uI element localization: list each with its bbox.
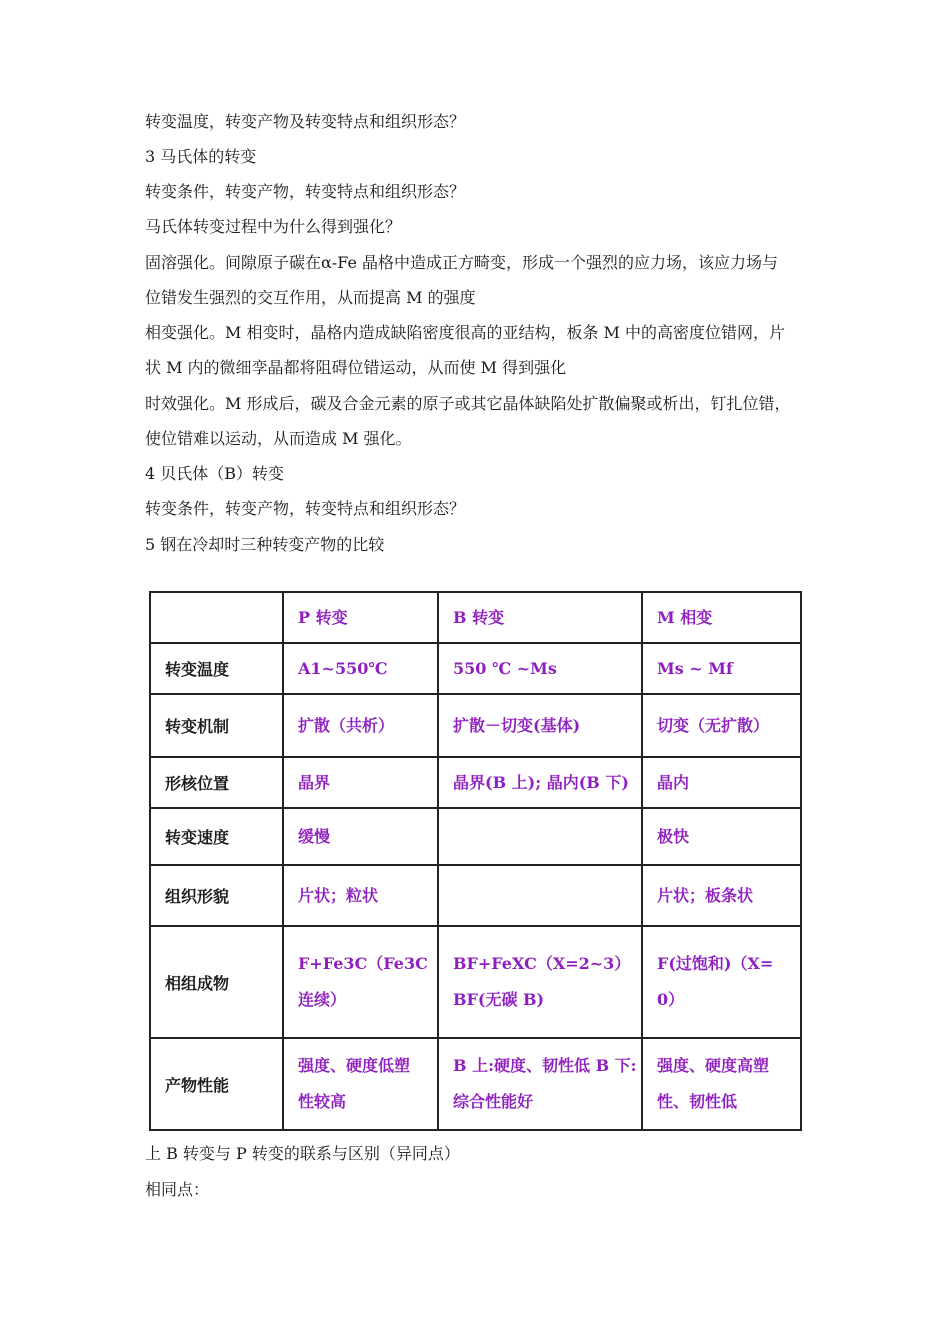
table-cell — [438, 1038, 642, 1130]
text-line: 相变强化。M 相变时，晶格内造成缺陷密度很高的亚结构，板条 M 中的高密度位错网，片 — [145, 323, 786, 342]
cell-line: 连续） — [298, 990, 347, 1009]
table-cell — [642, 1038, 801, 1130]
table-row — [150, 808, 801, 865]
table-cell: Ms ~ Mf — [642, 643, 801, 694]
cell-line: 强度、硬度低塑 — [298, 1056, 411, 1075]
table-cell: A1~550℃ — [283, 643, 438, 694]
table-cell: 晶内 — [642, 757, 801, 808]
cell-line: 0） — [657, 990, 685, 1009]
table-row — [150, 926, 801, 1038]
row-label: 转变机制 — [150, 694, 283, 757]
table-cell — [438, 808, 642, 865]
cell-line: F(过饱和)（X= — [657, 954, 774, 973]
table-cell — [438, 865, 642, 926]
table-row — [150, 865, 801, 926]
cell-line: BF(无碳 B) — [453, 990, 545, 1009]
cell-line: F+Fe3C（Fe3C — [298, 954, 428, 973]
text-line: 相同点： — [145, 1180, 210, 1199]
text-line: 固溶强化。间隙原子碳在α-Fe 晶格中造成正方畸变，形成一个强烈的应力场，该应力场与 — [145, 253, 778, 272]
table-cell: 扩散（共析） — [283, 694, 438, 757]
text-line: 转变温度，转变产物及转变特点和组织形态？ — [145, 112, 466, 131]
row-label: 形核位置 — [150, 757, 283, 808]
header-cell-m: M 相变 — [642, 592, 801, 643]
section-heading-bainite: 4 贝氏体（B）转变 — [145, 464, 285, 483]
text-line: 转变条件，转变产物，转变特点和组织形态？ — [145, 182, 466, 201]
table-row — [150, 694, 801, 757]
table-row — [150, 1038, 801, 1130]
text-line: 转变条件，转变产物，转变特点和组织形态？ — [145, 499, 466, 518]
cell-line: 强度、硬度高塑 — [657, 1056, 770, 1075]
table-row — [150, 757, 801, 808]
cell-line: 综合性能好 — [453, 1092, 534, 1111]
table-cell: 550 ℃ ~Ms — [438, 643, 642, 694]
table-cell: 切变（无扩散） — [642, 694, 801, 757]
cell-line: 性、韧性低 — [657, 1092, 738, 1111]
table-cell: 片状；板条状 — [642, 865, 801, 926]
row-label: 组织形貌 — [150, 865, 283, 926]
table-cell: 缓慢 — [283, 808, 438, 865]
table-cell — [283, 926, 438, 1038]
row-label: 相组成物 — [150, 926, 283, 1038]
section-heading-martensite: 3 马氏体的转变 — [145, 147, 257, 166]
table-cell — [642, 926, 801, 1038]
table-cell: 晶界(B 上); 晶内(B 下) — [438, 757, 642, 808]
table-row — [150, 643, 801, 694]
cell-line: B 上:硬度、韧性低 B 下: — [453, 1056, 637, 1075]
table-cell — [283, 1038, 438, 1130]
table-cell: 扩散－切变(基体) — [438, 694, 642, 757]
cell-line: BF+FeXC（X=2~3） — [453, 954, 631, 973]
comparison-table — [149, 591, 802, 1131]
header-cell-b: B 转变 — [438, 592, 642, 643]
text-line: 位错发生强烈的交互作用，从而提高 M 的强度 — [145, 288, 476, 307]
section-heading-comparison: 5 钢在冷却时三种转变产物的比较 — [145, 535, 385, 554]
table-cell — [438, 926, 642, 1038]
cell-line: 性较高 — [298, 1092, 347, 1111]
row-label: 产物性能 — [150, 1038, 283, 1130]
text-line: 上 B 转变与 P 转变的联系与区别（异同点） — [145, 1144, 460, 1163]
text-line: 马氏体转变过程中为什么得到强化？ — [145, 217, 402, 236]
table-cell: 极快 — [642, 808, 801, 865]
header-cell-p: P 转变 — [283, 592, 438, 643]
table-header-row — [150, 592, 801, 643]
text-line: 使位错难以运动，从而造成 M 强化。 — [145, 429, 412, 448]
text-line: 时效强化。M 形成后，碳及合金元素的原子或其它晶体缺陷处扩散偏聚或析出，钉扎位错， — [145, 394, 791, 413]
header-cell-empty — [150, 592, 283, 643]
row-label: 转变速度 — [150, 808, 283, 865]
table-cell: 片状；粒状 — [283, 865, 438, 926]
row-label: 转变温度 — [150, 643, 283, 694]
text-line: 状 M 内的微细孪晶都将阻碍位错运动，从而使 M 得到强化 — [145, 358, 567, 377]
table-cell: 晶界 — [283, 757, 438, 808]
